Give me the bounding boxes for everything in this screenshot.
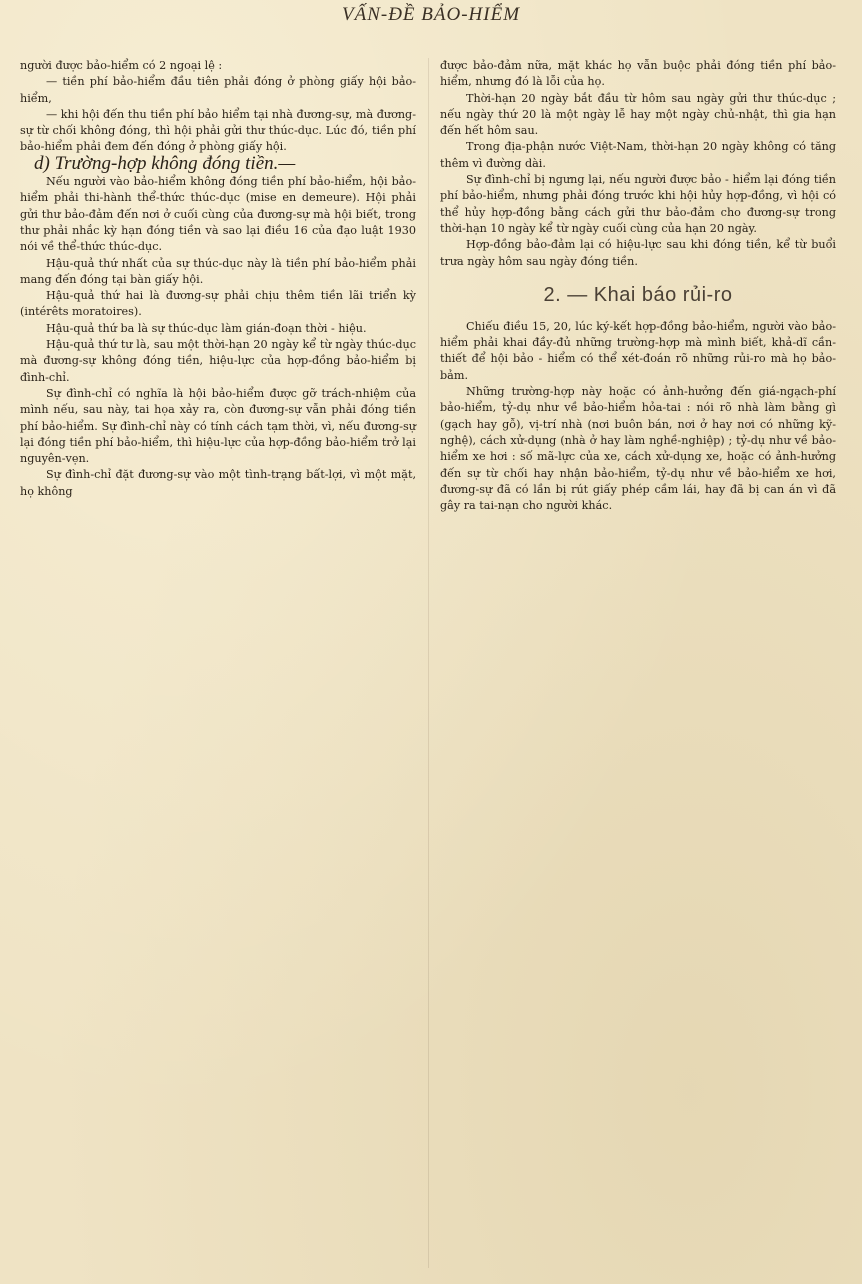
left-paragraph: Hậu-quả thứ ba là sự thúc-dục làm gián-đoạn thời - hiệu.: [46, 321, 367, 335]
running-header: VẤN-ĐỀ BẢO-HIỂM: [341, 4, 521, 25]
left-paragraph: Nếu người vào bảo-hiểm không đóng tiền phí bảo-hiểm, hội bảo-hiểm phải thi-hành thể-thức thúc-dục (mise en demeure). Hội phải gửi thư bảo-đảm đến nơi ở cuối cùng của đương-sự mà hội biết, trong thư phải nhắc kỳ hạn đóng tiền và sao lại điều 16 của đạo luật 1930 nói về thể-thức thúc-dục.: [20, 175, 416, 254]
left-paragraph: Hậu-quả thứ nhất của sự thúc-dục này là tiền phí bảo-hiểm phải mang đến đóng tại bàn giấy hội.: [20, 256, 416, 286]
subsection-heading-text: d) Trường-hợp không đóng tiền.—: [34, 152, 296, 174]
left-paragraph: Hậu-quả thứ tư là, sau một thời-hạn 20 ngày kể từ ngày thúc-dục mà đương-sự không đóng tiền, hiệu-lực của hợp-đồng bảo-hiểm bị đình-chỉ.: [20, 338, 416, 384]
right-paragraph: Trong địa-phận nước Việt-Nam, thời-hạn 20 ngày không có tăng thêm vì đường dài.: [440, 140, 836, 170]
right-paragraph: Chiếu điều 15, 20, lúc ký-kết hợp-đồng bảo-hiểm, người vào bảo-hiểm phải khai đầy-đủ những trường-hợp mà mình biết, khả-dĩ cần-thiết để hội bảo - hiểm có thể xét-đoán rõ những rủi-ro mà họ bảo-bảm.: [440, 319, 836, 382]
left-paragraph: Sự đình-chỉ đặt đương-sự vào một tình-trạng bất-lợi, vì một mặt, họ không: [20, 468, 416, 498]
section-title: 2. — Khai báo rủi-ro: [543, 283, 733, 306]
left-column: [20, 58, 416, 1284]
left-paragraph: Sự đình-chỉ có nghĩa là hội bảo-hiểm được gỡ trách-nhiệm của mình nếu, sau này, tai họa xảy ra, còn đương-sự vẫn phải đóng tiền phí bảo-hiểm. Sự đình-chỉ này có tính cách tạm thời, vì, nếu đương-sự lại đóng tiền phí bảo-hiểm, thì hiệu-lực của hợp-đồng bảo-hiểm trở lại nguyên-vẹn.: [20, 386, 416, 466]
right-paragraph: Những trường-hợp này hoặc có ảnh-hưởng đến giá-ngạch-phí bảo-hiểm, tỷ-dụ như về bảo-hiểm hỏa-tai : nói rõ nhà làm bằng gì (gạch hay gỗ), vị-trí nhà (nơi buôn bán, nơi ở hay nơi có những kỹ-nghệ), cách xử-dụng (nhà ở hay làm nghề-nghiệp) ; tỷ-dụ như về bảo-hiểm xe hơi : số mã-lực của xe, cách xử-dụng xe, hoặc có ảnh-hưởng đến sự từ chối hay nhận bảo-hiểm, tỷ-dụ như về bảo-hiểm xe hơi, đương-sự đã có lần bị rút giấy phép cầm lái, hay đã bị can án vì đã gây ra tai-nạn cho người khác.: [440, 385, 836, 513]
left-paragraph: — khi hội đến thu tiền phí bảo hiểm tại nhà đương-sự, mà đương-sự từ chối không đóng, thì hội phải gửi thư thúc-dục. Lúc đó, tiền phí bảo-hiểm phải đem đến đóng ở phòng giấy hội.: [20, 107, 416, 154]
right-column: [440, 58, 836, 1284]
left-paragraph: người được bảo-hiểm có 2 ngoại lệ :: [20, 59, 223, 72]
left-paragraph: — tiền phí bảo-hiểm đầu tiên phải đóng ở phòng giấy hội bảo-hiểm,: [20, 75, 416, 105]
right-paragraph: Sự đình-chỉ bị ngưng lại, nếu người được bảo - hiểm lại đóng tiền phí bảo-hiểm, nhưng phải đóng trước khi hội hủy hợp-đồng, vì hội có thể hủy hợp-đồng bằng cách gửi thư bảo-đảm cho đương-sự trong thời-hạn 10 ngày kể từ ngày cuối cùng của hạn 20 ngày.: [440, 173, 836, 235]
subsection-heading: [20, 152, 416, 174]
left-paragraph: Hậu-quả thứ hai là đương-sự phải chịu thêm tiền lãi triển kỳ (intérêts moratoires).: [20, 289, 416, 319]
right-paragraph: Thời-hạn 20 ngày bắt đầu từ hôm sau ngày gửi thư thúc-dục ; nếu ngày thứ 20 là một ngày lễ hay một ngày chủ-nhật, thì gia hạn đến hết hôm sau.: [440, 91, 836, 138]
column-gutter: [428, 58, 429, 1268]
right-paragraph: Hợp-đồng bảo-đảm lại có hiệu-lực sau khi đóng tiền, kể từ buổi trưa ngày hôm sau ngày đóng tiền.: [440, 238, 836, 268]
right-paragraph: được bảo-đảm nữa, mặt khác họ vẫn buộc phải đóng tiền phí bảo-hiểm, nhưng đó là lỗi của họ.: [440, 59, 836, 89]
